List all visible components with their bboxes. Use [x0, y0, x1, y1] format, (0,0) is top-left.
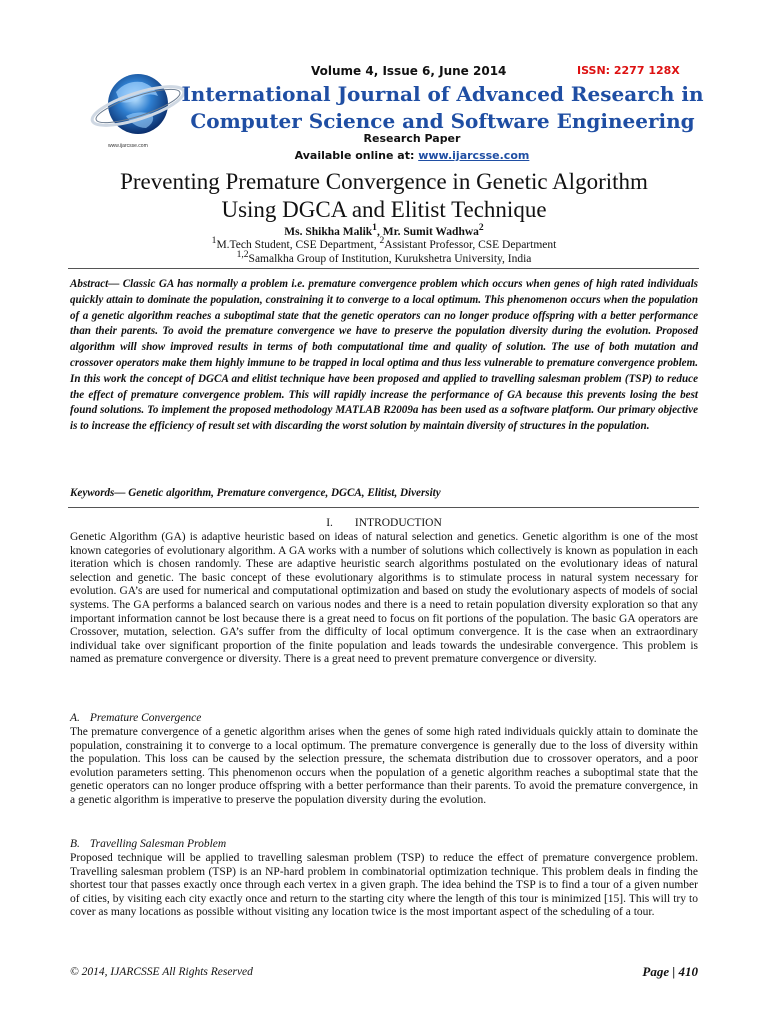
paper-type: Research Paper — [363, 132, 461, 145]
issn: ISSN: 2277 128X — [577, 64, 680, 77]
subsection-number: A. — [70, 712, 80, 724]
author-1: Ms. Shikha Malik — [284, 225, 373, 238]
intro-paragraph: Genetic Algorithm (GA) is adaptive heuristic based on ideas of natural selection and genetics. Genetic algorithm is one of the most known categories of evolutionary algorithm. A GA works with a number of solutions which collectively is known as population in each iteration which is chosen randomly. These are adaptive heuristic search algorithms postulated on the evolutionary ideas of natural selection and genetic. The basic concept of these evolutionary algorithms is to stimulate process in natural system necessary for evolution. GA’s are used for numerical and computational optimization and based on study the evolutionary aspects of models of social systems. The GA performs a balanced search on various nodes and there is a need to retain population diversity exploration so that any important information cannot be lost because there is a great need to focus on fit portions of the population. The basic GA operators are Crossover, mutation, selection. GA’s suffer from the difficulty of local optimum convergence. It is the case when an extraordinary individual take over significant proportion of the finite population and leads towards the undesirable convergence. This problem is named as premature convergence or diversity. There is a great need to prevent premature convergence or diversity. — [70, 531, 698, 666]
abstract-text: — Classic GA has normally a problem i.e. premature convergence problem which occurs when genes of high rated individuals quickly attain to dominate the population, constraining it to converge to a local optimum. This phenomenon occurs when the population of a genetic algorithm reaches a suboptimal state that the genetic operators can no longer produce offspring with a better performance than their parents. To avoid the premature convergence we have to preserve the population diversity during the evolution. Proposed algorithm will show improved results in terms of both computational time and quality of solution. The use of both mutation and crossover operators make them highly immune to be trapped in local optima and thus less vulnerable to premature convergence problem. In this work the concept of DGCA and elitist technique have been proposed and applied to travelling salesman problem (TSP) to reduce the effect of premature convergence problem. This will rapidly increase the performance of GA because this prevents losing the best found solutions. To implement the proposed methodology MATLAB R2009a has been used as a software platform. Our primary objective is to increase the efficiency of result set with discarding the worst solution by maintain diversity of structures in the population. — [70, 278, 698, 433]
aff2-sup: 1,2 — [236, 249, 249, 260]
author-1-sup: 1 — [372, 222, 377, 233]
section-title: INTRODUCTION — [354, 517, 442, 529]
section-number: I. — [326, 517, 333, 529]
journal-title-line2: Computer Science and Software Engineering — [190, 109, 695, 133]
aff1-b: Assistant Professor, CSE Department — [384, 238, 557, 251]
paper-title-line1: Preventing Premature Convergence in Genetic Algorithm — [120, 169, 648, 194]
subsection-title: Premature Convergence — [89, 712, 202, 724]
paper-title-line2: Using DGCA and Elitist Technique — [221, 197, 547, 222]
journal-title-line1: International Journal of Advanced Research in — [181, 82, 704, 106]
keywords-label: Keywords — [70, 487, 115, 499]
author-separator: , — [376, 225, 383, 238]
subsection-heading-tsp — [70, 838, 226, 850]
section-heading-introduction — [0, 517, 768, 529]
divider-top — [68, 268, 699, 269]
subsection-number: B. — [70, 838, 80, 850]
premature-convergence-paragraph: The premature convergence of a genetic algorithm arises when the genes of some high rated individuals quickly attain to dominate the population, constraining it to converge to a local optimum. The premature convergence is generally due to the loss of diversity within the population. This loss can be caused by the selection pressure, the schemata distribution due to crossover operators, and a poor evolution parameters setting. This phenomenon occurs when the population of a genetic algorithm reaches a suboptimal state that the genetic operators can no longer produce offspring with a better performance than their parents. To avoid the premature convergence, in a genetic algorithm is imperative to preserve the population diversity during the evolution. — [70, 726, 698, 806]
aff1-a: M.Tech Student, CSE Department, — [216, 238, 380, 251]
paper-title — [60, 168, 708, 224]
subsection-title: Travelling Salesman Problem — [89, 838, 227, 850]
volume-issue: Volume 4, Issue 6, June 2014 — [311, 64, 507, 78]
aff2-text: Samalkha Group of Institution, Kurukshetra University, India — [248, 252, 532, 265]
logo-caption: www.ijarcsse.com — [108, 143, 148, 149]
affiliation-line2 — [0, 249, 768, 265]
journal-title — [175, 81, 710, 135]
divider-bottom — [68, 507, 699, 508]
subsection-heading-premature-convergence — [70, 712, 201, 724]
footer — [70, 966, 698, 978]
available-online — [0, 149, 768, 162]
copyright: © 2014, IJARCSSE All Rights Reserved — [70, 966, 253, 978]
author-2-sup: 2 — [478, 222, 484, 233]
abstract — [70, 277, 698, 435]
keywords — [70, 487, 698, 499]
keywords-text: — Genetic algorithm, Premature convergence, DGCA, Elitist, Diversity — [114, 487, 441, 499]
journal-url-link[interactable]: www.ijarcsse.com — [418, 149, 530, 162]
abstract-label: Abstract — [70, 278, 109, 290]
tsp-paragraph: Proposed technique will be applied to travelling salesman problem (TSP) to reduce the effect of premature convergence problem. Travelling salesman problem (TSP) is an NP-hard problem in combinatorial optimization technique. This problem deals in finding the shortest tour that passes exactly once through each vertex in a given graph. The idea behind the TSP is to find a tour of a given number of cities, by visiting each city exactly once and return to the starting city where the length of this tour is minimized [15]. This will try to cover as many locations as possible without visiting any location twice is the most important aspect of the scheduling of a tour. — [70, 852, 698, 919]
aff1-sup1: 1 — [211, 235, 217, 246]
aff1-sup2: 2 — [379, 235, 385, 246]
available-prefix: Available online at: — [294, 149, 419, 162]
author-2: Mr. Sumit Wadhwa — [382, 225, 479, 238]
page-number: Page | 410 — [642, 964, 698, 979]
